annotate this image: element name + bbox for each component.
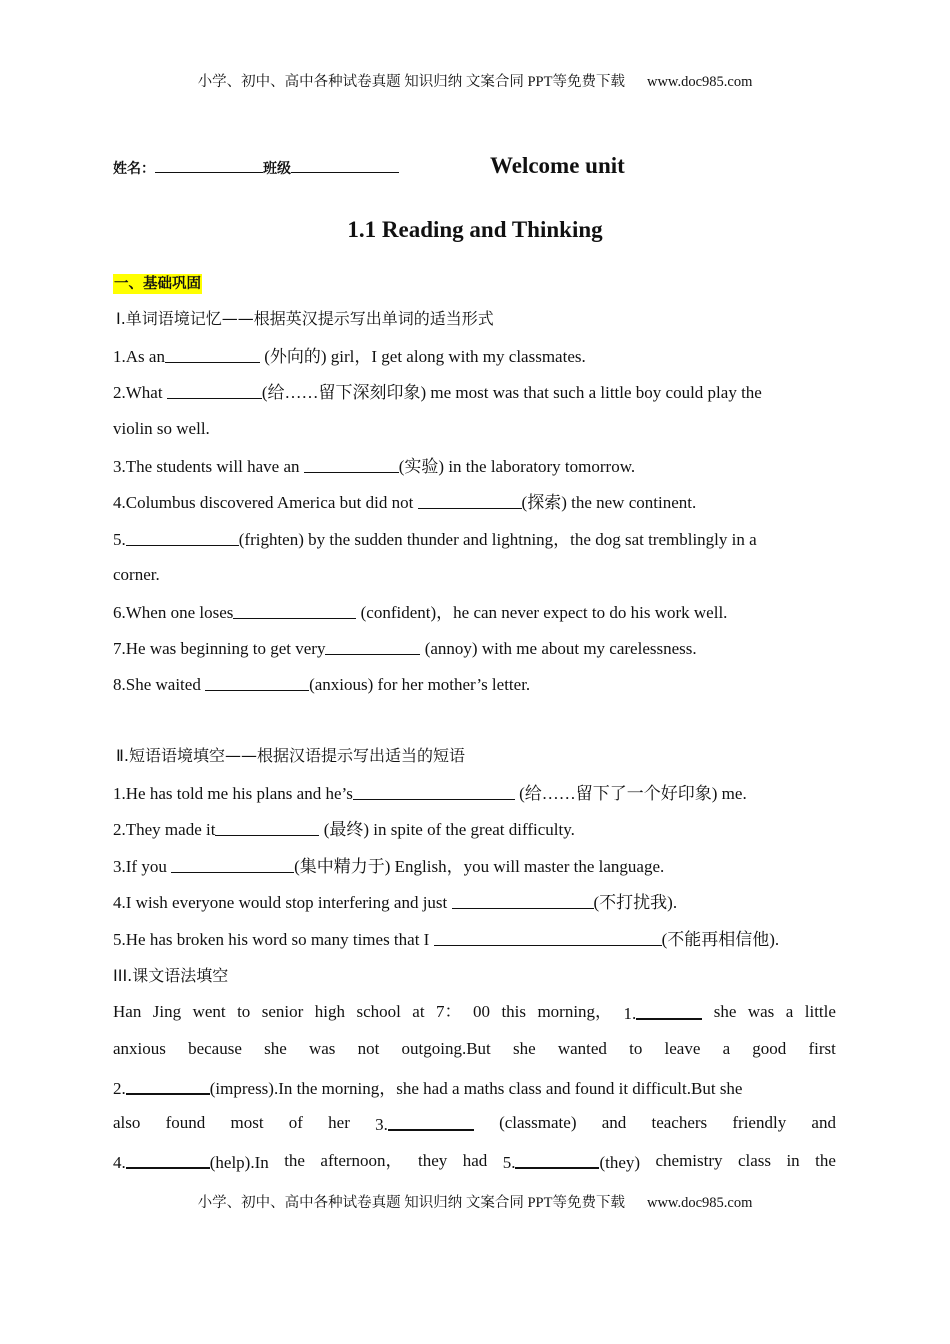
exercise-item: 6.When one loses (confident)，he can never expect to do his work well. [113, 603, 728, 622]
page-footer [0, 1191, 950, 1212]
answer-blank[interactable] [515, 1150, 599, 1169]
exercise-item-cont: violin so well. [113, 419, 210, 438]
exercise-item: 4.I wish everyone would stop interfering and just (不打扰我). [113, 893, 678, 912]
answer-blank[interactable] [126, 528, 239, 546]
answer-blank[interactable] [388, 1112, 474, 1131]
exercise-item: 2.What (给……留下深刻印象) me most was that such a little boy could play the [113, 383, 762, 402]
exercise-item-cont: corner. [113, 565, 160, 584]
exercise-item: 3.The students will have an (实验) in the laboratory tomorrow. [113, 457, 636, 476]
passage-line: 4. (help).In the afternoon， they had 5. (they) chemistry class in the [113, 1151, 836, 1172]
exercise-item: 4.Columbus discovered America but did not (探索) the new continent. [113, 493, 697, 512]
footer-text: 小学、初中、高中各种试卷真题 知识归纳 文案合同 PPT等免费下载 [197, 1195, 625, 1211]
answer-blank[interactable] [434, 928, 662, 946]
answer-blank[interactable] [215, 818, 319, 836]
exercise-item: 2.They made it (最终) in spite of the great difficulty. [113, 820, 575, 839]
exercise-item: 1.He has told me his plans and he’s (给……留下了一个好印象) me. [113, 784, 747, 803]
answer-blank[interactable] [304, 455, 399, 473]
page-title: Welcome unit [490, 153, 625, 178]
passage-line: anxious because she was not outgoing.But she wanted to leave a good first [113, 1039, 836, 1058]
page-subtitle: 1.1 Reading and Thinking [347, 217, 603, 242]
answer-blank[interactable] [205, 673, 309, 691]
answer-blank[interactable] [353, 782, 515, 800]
exercise-item: 3.If you (集中精力于) English，you will master the language. [113, 857, 665, 876]
header-text: 小学、初中、高中各种试卷真题 知识归纳 文案合同 PPT等免费下载 [197, 74, 625, 90]
answer-blank[interactable] [452, 891, 594, 909]
page-header [0, 70, 950, 91]
answer-blank[interactable] [126, 1076, 210, 1095]
answer-blank[interactable] [165, 345, 260, 363]
class-field[interactable] [291, 158, 399, 173]
answer-blank[interactable] [167, 381, 262, 399]
part3-heading: III.课文语法填空 [113, 966, 229, 985]
answer-blank[interactable] [636, 1001, 702, 1020]
footer-url: www.doc985.com [646, 1195, 753, 1211]
answer-blank[interactable] [418, 491, 522, 509]
part1-heading: Ⅰ.单词语境记忆——根据英汉提示写出单词的适当形式 [116, 309, 494, 328]
exercise-item: 5.He has broken his word so many times that I (不能再相信他). [113, 930, 780, 949]
class-label: 班级 [263, 161, 291, 177]
answer-blank[interactable] [233, 601, 356, 619]
passage-line: Han Jing went to senior high school at 7： 00 this morning， 1. she was a little [113, 1002, 836, 1023]
passage-line: also found most of her 3. (classmate) and teachers friendly and [113, 1113, 836, 1134]
name-label: 姓名： [113, 161, 155, 177]
part2-heading: Ⅱ.短语语境填空——根据汉语提示写出适当的短语 [116, 746, 465, 765]
exercise-item: 5. (frighten) by the sudden thunder and lightning，the dog sat tremblingly in a [113, 530, 757, 549]
name-field[interactable] [155, 158, 263, 173]
header-url: www.doc985.com [646, 74, 753, 90]
exercise-item: 1.As an (外向的) girl，I get along with my classmates. [113, 347, 586, 366]
exercise-item: 7.He was beginning to get very (annoy) with me about my carelessness. [113, 639, 697, 658]
answer-blank[interactable] [171, 855, 294, 873]
exercise-item: 8.She waited (anxious) for her mother’s letter. [113, 675, 531, 694]
student-info [113, 158, 399, 178]
answer-blank[interactable] [126, 1150, 210, 1169]
answer-blank[interactable] [325, 637, 420, 655]
section-heading: 一、基础巩固 [114, 276, 201, 292]
passage-line: 2. (impress).In the morning，she had a maths class and found it difficult.But she [113, 1076, 742, 1100]
